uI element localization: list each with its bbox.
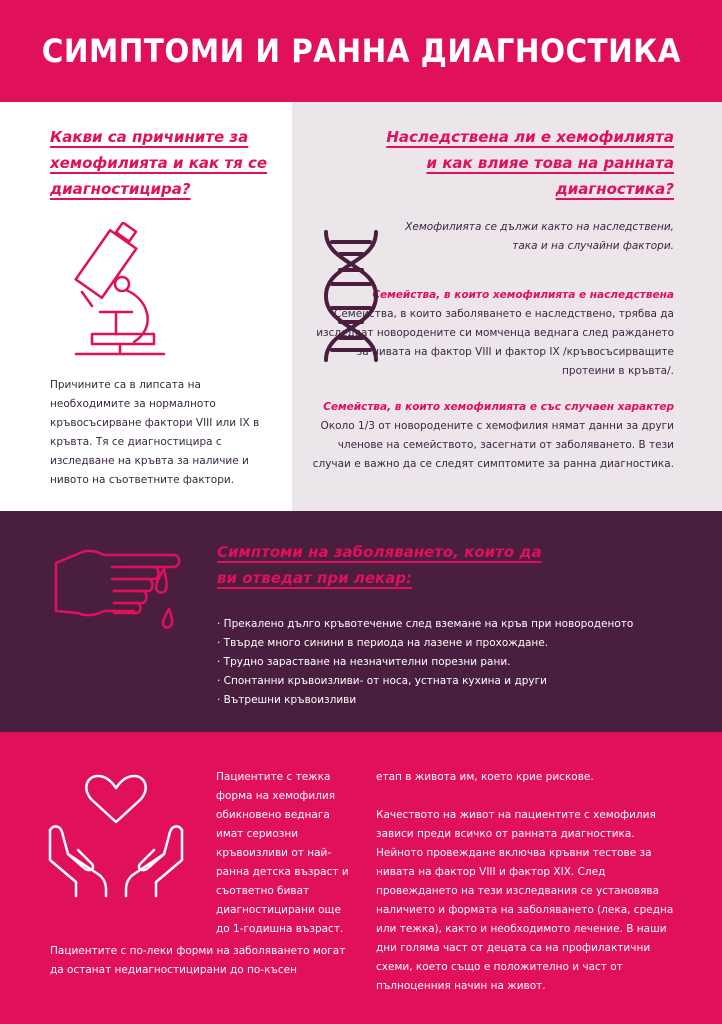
bleeding-finger-icon [52,541,184,641]
quality-of-life-column [376,768,676,996]
dna-icon [320,228,382,364]
causes-text: Причините са в липсата на необходимите за нормалното кръвосъсирване фактори VIII или IX в кръвта. Тя се диагностицира с изследване на кръвта за наличие и нивото на съответните фактори. [50,379,260,486]
page-header [0,0,722,102]
heart-hands-icon [46,772,186,900]
mild-form-continuation: етап в живота им, което крие рискове. [376,771,594,783]
symptoms-title: Симптоми на заболяването, които да ви отведат при лекар: [217,543,542,587]
symptoms-section [0,511,722,732]
symptom-item: · Спонтанни кръвоизливи- от носа, устната кухина и други [217,675,547,687]
page-title: СИМПТОМИ И РАННА ДИАГНОСТИКА [41,32,681,70]
family-title: Семейства, в които хемофилията е наследствена [372,289,674,301]
symptoms-list [217,615,687,710]
symptom-item: · Твърде много синини в периода на лазене и прохождане. [217,637,549,649]
causes-title: Какви са причините за хемофилията и как тя се диагностицира? [50,128,268,198]
microscope-icon [70,222,170,362]
random-text: Около 1/3 от новородените с хемофилия нямат данни за други членове на семейството, засегнати от заболяването. В тези случаи е важно да се следят симптомите за ранна диагностика. [312,420,674,470]
causes-panel [0,102,292,511]
mild-form-text: Пациентите с по-леки форми на заболяването могат да останат недиагностицирани до по-късен [50,945,346,976]
random-block [304,398,674,474]
heredity-title: Наследствена ли е хемофилията и как влияе това на ранната диагностика? [386,128,674,198]
severe-form-text: Пациентите с тежка форма на хемофилия обикновено веднага имат сериозни кръвоизливи от най-ранна детска възраст и съответно биват диагностицирани още до 1-годишна възраст. [216,771,349,935]
symptom-item: · Прекалено дълго кръвотечение след вземане на кръв при новороденото [217,618,634,630]
random-title: Семейства, в които хемофилията е със случаен характер [323,401,674,413]
heredity-intro: Хемофилията се дължи както на наследствени, така и на случайни фактори. [405,221,674,252]
symptom-item: · Трудно зарастване на незначителни порезни рани. [217,656,511,668]
causes-heredity-section [0,102,722,511]
quality-of-life-text: Качеството на живот на пациентите с хемофилия зависи преди всичко от ранната диагностика. Нейното провеждане включва кръвни тестове за нивата на фактор VIII и фактор XIX. След провеждането на тези изследвания се установява наличието и формата на заболяването (лека, средна или тежка), както и необходимото лечение. В наши дни голяма част от децата са на профилактични схеми, което също е положително и част от пълноценния начин на живот. [376,809,674,992]
severity-section [0,732,722,1024]
symptom-item: · Вътрешни кръвоизливи [217,694,357,706]
family-text: Семейства, в които заболяването е наследствено, трябва да изследват новородените си момченца веднага след раждането за нивата на фактор VIII и фактор IX /кръвосъсирващите протеини в кръвта/. [316,308,674,377]
